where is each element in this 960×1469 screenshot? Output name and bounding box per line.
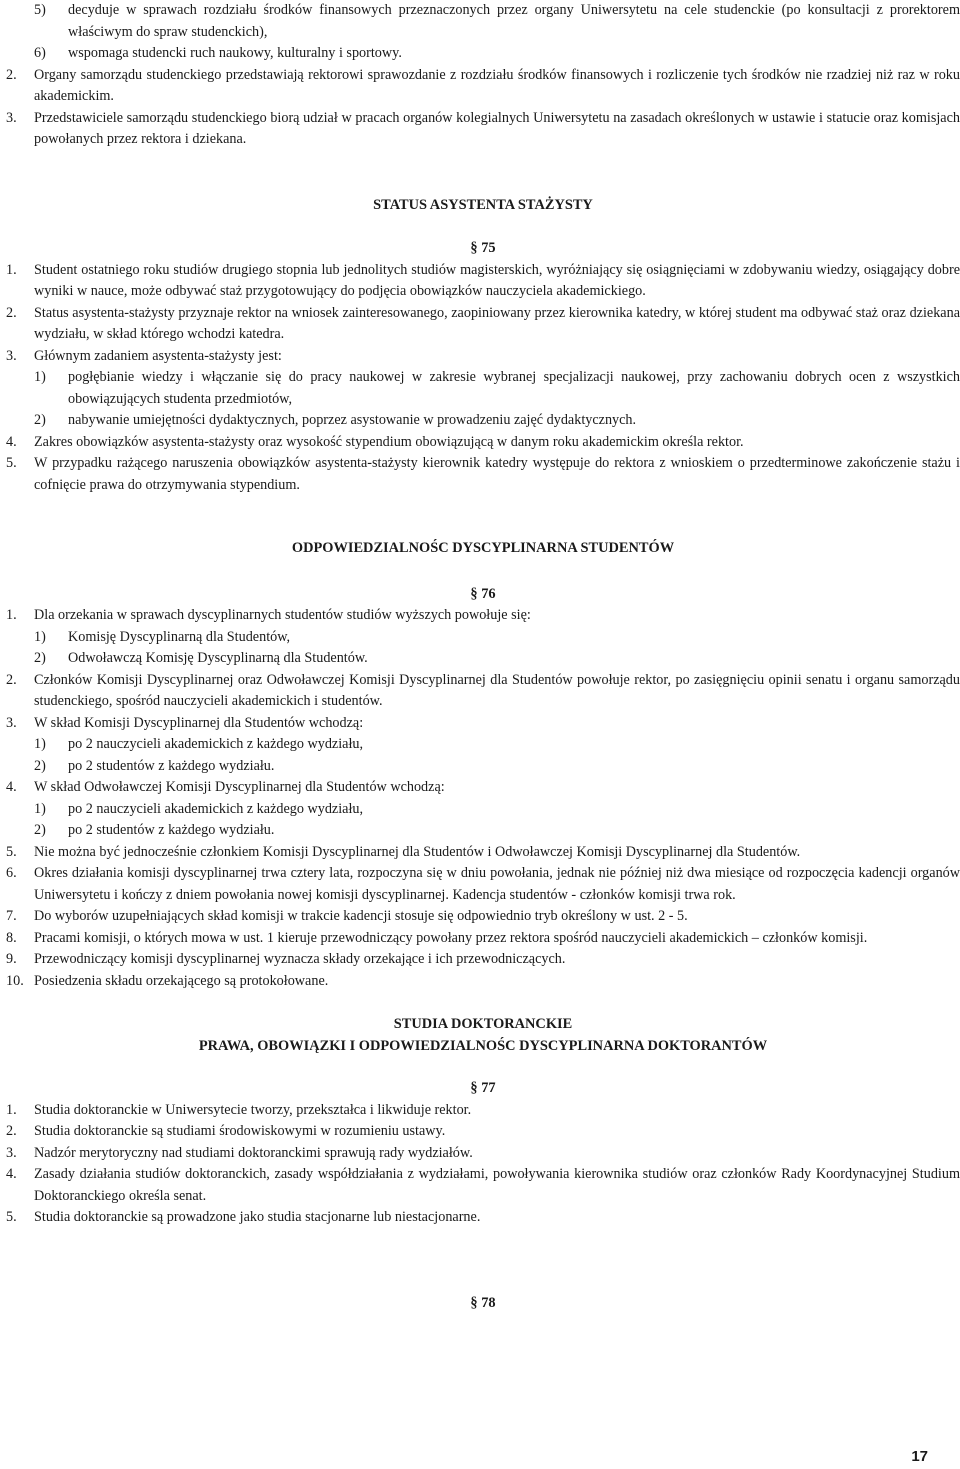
item-text: Odwoławczą Komisję Dyscyplinarną dla Studentów.: [68, 650, 368, 666]
item-text: Dla orzekania w sprawach dyscyplinarnych studentów studiów wyższych powołuje się:: [34, 607, 531, 623]
item-text: po 2 nauczycieli akademickich z każdego wydziału,: [68, 800, 364, 817]
list-item: [6, 928, 960, 950]
list-item: [6, 777, 960, 799]
item-number: 2.: [6, 66, 17, 83]
item-text: Nie można być jednocześnie członkiem Komisji Dyscyplinarnej dla Studentów i Odwoławczej Komisji Dyscyplinarnej dla Studentów.: [34, 843, 801, 860]
list-item: [6, 756, 960, 778]
list-item: [6, 713, 960, 735]
page-number: 17: [911, 1447, 928, 1465]
item-number: 2.: [6, 671, 17, 688]
list-item: [6, 65, 960, 108]
item-text: pogłębianie wiedzy i włączanie się do pracy naukowej w zakresie wybranej specjalizacji naukowej, przy zachowaniu dobrych ocen z wszystkich obowiązujących studenta przedmiotów,: [68, 369, 960, 407]
item-text: W skład Komisji Dyscyplinarnej dla Studentów wchodzą:: [34, 714, 364, 731]
item-number: 2): [34, 412, 46, 428]
item-number: 2): [34, 757, 46, 774]
item-number: 2): [34, 650, 46, 666]
item-number: 9.: [6, 951, 17, 967]
item-number: 1): [34, 369, 46, 385]
section-heading-discipline: ODPOWIEDZIALNOŚC DYSCYPLINARNA STUDENTÓW: [291, 540, 675, 556]
item-number: 10.: [6, 972, 24, 989]
item-number: 1): [34, 628, 46, 645]
list-item: [6, 367, 960, 410]
list-item: [6, 971, 960, 993]
item-number: 4.: [6, 1166, 17, 1182]
list-item: [6, 410, 960, 432]
item-number: 2.: [6, 304, 17, 321]
list-item: [6, 842, 960, 864]
item-text: Studia doktoranckie w Uniwersytecie tworzy, przekształca i likwiduje rektor.: [34, 1101, 472, 1118]
item-text: Przewodniczący komisji dyscyplinarnej wyznacza składy orzekające i ich przewodniczących.: [34, 951, 566, 967]
item-text: Studia doktoranckie są studiami środowiskowymi w rozumieniu ustawy.: [34, 1123, 446, 1139]
intro-subitems: [6, 0, 960, 65]
list-item: [6, 605, 960, 627]
item-number: 7.: [6, 908, 17, 924]
item-text: po 2 studentów z każdego wydziału.: [68, 757, 275, 774]
list-item: [6, 799, 960, 821]
paragraph-number-76: § 76: [470, 585, 496, 602]
intro-items: [6, 65, 960, 151]
item-number: 3.: [6, 347, 17, 364]
paragraph-number-78: § 78: [470, 1294, 496, 1311]
list-item: [6, 734, 960, 756]
list-item: [6, 670, 960, 713]
list-item: [6, 1164, 960, 1207]
list-item: [6, 108, 960, 151]
item-number: 5.: [6, 843, 17, 860]
list-item: [6, 863, 960, 906]
item-text: Do wyborów uzupełniających skład komisji w trakcie kadencji stosuje się odpowiednio tryb określony w ust. 2 - 5.: [34, 908, 688, 924]
item-text: nabywanie umiejętności dydaktycznych, poprzez asystowanie w prowadzeniu zajęć dydaktycznych.: [68, 412, 637, 428]
item-text: W skład Odwoławczej Komisji Dyscyplinarnej dla Studentów wchodzą:: [34, 779, 445, 795]
item-text: po 2 studentów z każdego wydziału.: [68, 822, 275, 838]
item-text: po 2 nauczycieli akademickich z każdego wydziału,: [68, 736, 364, 752]
item-number: 5.: [6, 1209, 17, 1225]
section-heading-assistant-status: STATUS ASYSTENTA STAŻYSTY: [373, 196, 593, 213]
list-item: [6, 0, 960, 43]
section-75-list: [6, 260, 960, 497]
item-text: Studia doktoranckie są prowadzone jako studia stacjonarne lub niestacjonarne.: [34, 1209, 481, 1225]
item-number: 2.: [6, 1123, 17, 1139]
list-item: [6, 453, 960, 496]
item-number: 1.: [6, 607, 17, 623]
item-number: 2): [34, 822, 46, 838]
paragraph-number-77: § 77: [470, 1080, 496, 1096]
item-number: 5): [34, 2, 46, 18]
section-77-list: [6, 1100, 960, 1229]
item-text: Okres działania komisji dyscyplinarnej trwa cztery lata, rozpoczyna się w dniu powołania, jednak nie później niż dwa miesiące od rozpoczęcia kadencji organów Uniwersytetu i kończy z dniem powołania nowej komisji dyscyplinarnej. Kadencja studentów - członków komisji trwa rok.: [34, 865, 960, 903]
item-text: Członków Komisji Dyscyplinarnej oraz Odwoławczej Komisji Dyscyplinarnej dla Studentów powołuje rektor, po zasięgnięciu opinii senatu i organu samorządu studenckiego, spośród nauczycieli akademickich i studentów.: [34, 671, 960, 709]
item-text: Posiedzenia składu orzekającego są protokołowane.: [34, 972, 329, 989]
item-number: 1): [34, 800, 46, 817]
item-text: Organy samorządu studenckiego przedstawiają rektorowi sprawozdanie z rozdziału środków finansowych i rozliczenie tych środków nie rzadziej niż raz w roku akademickim.: [34, 66, 960, 104]
item-number: 1): [34, 736, 46, 752]
list-item: [6, 43, 960, 65]
item-text: Nadzór merytoryczny nad studiami doktoranckimi sprawują rady wydziałów.: [34, 1144, 473, 1161]
section-heading-doctoral: STUDIA DOKTORANCKIE: [393, 1016, 573, 1032]
list-item: [6, 303, 960, 346]
item-number: 8.: [6, 929, 17, 946]
list-item: [6, 627, 960, 649]
item-number: 3.: [6, 714, 17, 731]
list-item: [6, 260, 960, 303]
list-item: [6, 648, 960, 670]
item-text: Komisję Dyscyplinarną dla Studentów,: [68, 628, 291, 645]
item-number: 3.: [6, 1144, 17, 1161]
section-76-list: [6, 605, 960, 992]
list-item: [6, 1100, 960, 1122]
list-item: [6, 346, 960, 368]
item-text: wspomaga studencki ruch naukowy, kulturalny i sportowy.: [68, 45, 402, 61]
item-number: 4.: [6, 433, 17, 450]
list-item: [6, 949, 960, 971]
item-text: decyduje w sprawach rozdziału środków finansowych przeznaczonych przez organy Uniwersytetu na cele studenckie (po konsultacji z prorektorem właściwym do spraw studenckich),: [68, 2, 960, 40]
item-text: Status asystenta-stażysty przyznaje rektor na wniosek zainteresowanego, zaopiniowany przez kierownika katedry, w której student ma odbywać staż oraz dziekana wydziału, w skład którego wchodzi katedra.: [34, 304, 960, 342]
paragraph-number-75: § 75: [470, 240, 496, 256]
list-item: [6, 820, 960, 842]
item-number: 5.: [6, 455, 17, 471]
list-item: [6, 432, 960, 454]
item-number: 3.: [6, 109, 17, 126]
item-number: 6): [34, 45, 46, 61]
item-text: Zasady działania studiów doktoranckich, zasady współdziałania z wydziałami, powoływania kierownika studiów oraz członków Rady Koordynacyjnej Studium Doktoranckiego określa senat.: [34, 1166, 960, 1204]
document-page: [6, 0, 960, 1314]
list-item: [6, 1121, 960, 1143]
list-item: [6, 906, 960, 928]
item-text: Zakres obowiązków asystenta-stażysty oraz wysokość stypendium obowiązującą w danym roku akademickim określa rektor.: [34, 433, 744, 450]
item-number: 1.: [6, 261, 17, 278]
item-text: Głównym zadaniem asystenta-stażysty jest:: [34, 347, 282, 364]
list-item: [6, 1207, 960, 1229]
item-text: Przedstawiciele samorządu studenckiego biorą udział w pracach organów kolegialnych Uniwersytetu na zasadach określonych w ustawie i statucie oraz komisjach powołanych przez rektora i dziekana.: [34, 109, 960, 147]
item-number: 1.: [6, 1101, 17, 1118]
item-text: Student ostatniego roku studiów drugiego stopnia lub jednolitych studiów magisterskich, wyróżniający się osiągnięciami w zdobywaniu wiedzy, osiągający dobre wyniki w nauce, może odbywać staż przygotowujący do podjęcia obowiązków nauczyciela akademickiego.: [34, 261, 960, 299]
section-subheading-doctoral-rights: PRAWA, OBOWIĄZKI I ODPOWIEDZIALNOŚC DYSCYPLINARNA DOKTORANTÓW: [198, 1037, 768, 1054]
item-number: 6.: [6, 865, 17, 881]
list-item: [6, 1143, 960, 1165]
item-text: W przypadku rażącego naruszenia obowiązków asystenta-stażysty kierownik katedry występuje do rektora z wnioskiem o przedterminowe zakończenie stażu i cofnięcie prawa do otrzymywania stypendium.: [34, 455, 960, 493]
item-number: 4.: [6, 779, 17, 795]
item-text: Pracami komisji, o których mowa w ust. 1 kieruje przewodniczący powołany przez rektora spośród nauczycieli akademickich – członków komisji.: [34, 929, 868, 946]
